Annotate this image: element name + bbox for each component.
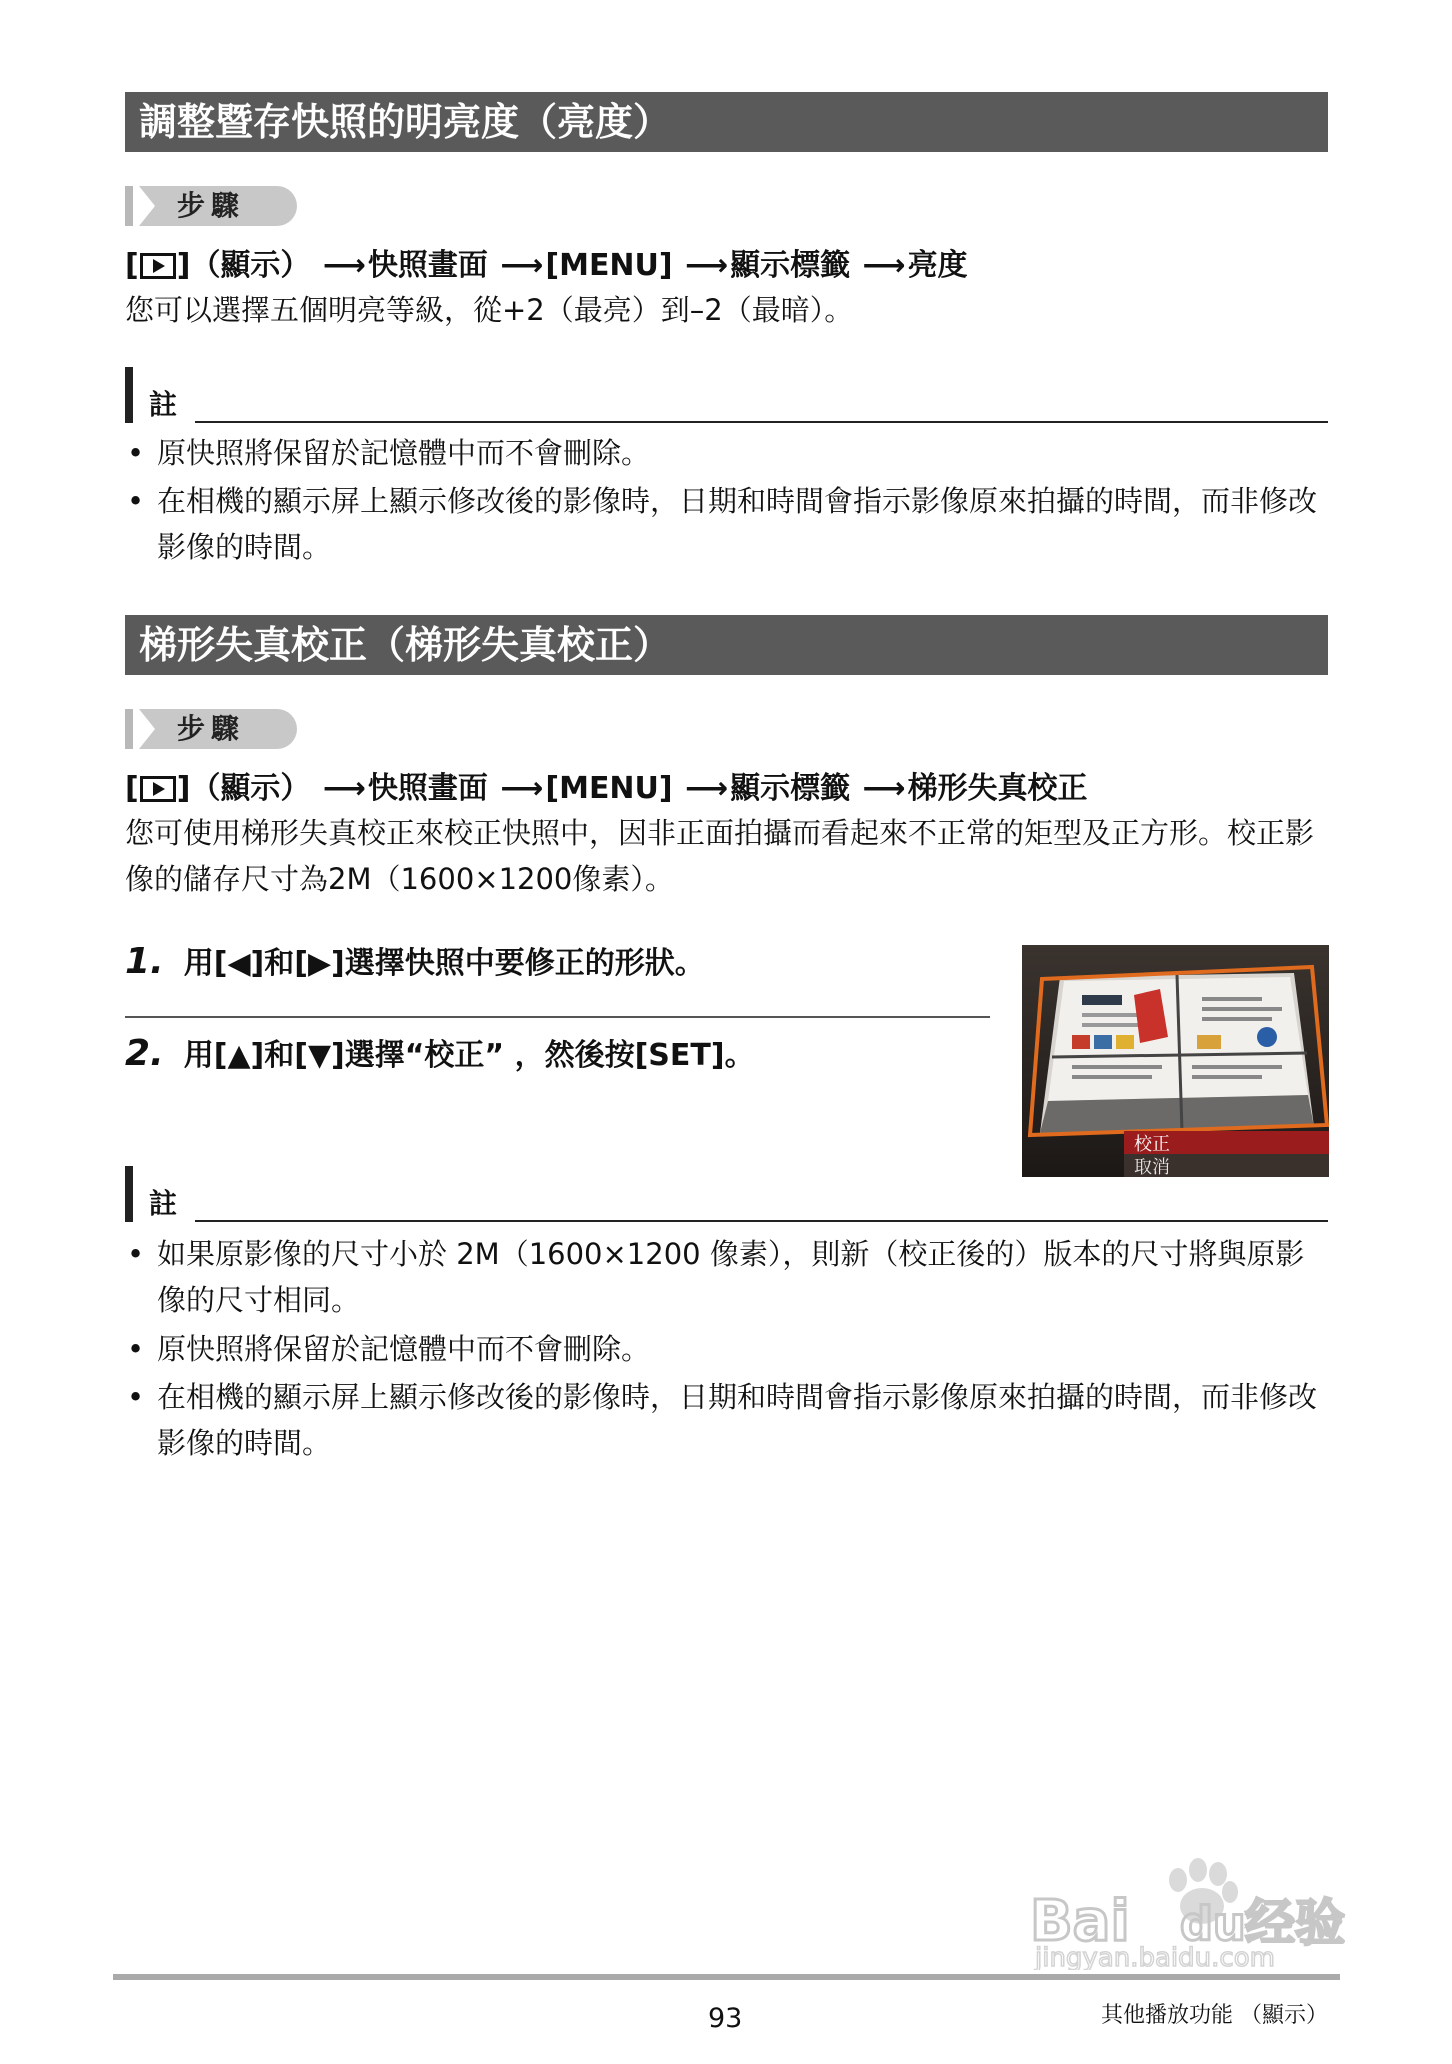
play-icon	[140, 253, 176, 279]
arrow-right-icon: ⟶	[862, 248, 906, 283]
arrow-right-icon: ⟶	[685, 771, 729, 806]
note-label: 註	[149, 388, 178, 421]
watermark-suffix: 经验	[1245, 1894, 1345, 1952]
chapter-label: 其他播放功能 （顯示）	[1101, 2003, 1328, 2028]
menu-option-correct: 校正	[1134, 1134, 1170, 1155]
arrow-right-icon: ⟶	[500, 771, 544, 806]
note-item: • 如果原影像的尺寸小於 2M（1600×1200 像素），則新（校正後的）版本的尺寸將與原影像的尺寸相同。	[127, 1237, 1305, 1317]
step-2: 2. 用[▲]和[▼]選擇“校正” ，然後按[SET]。	[125, 1033, 755, 1074]
arrow-right-icon: ⟶	[322, 771, 366, 806]
note-header	[125, 1166, 1328, 1222]
step-divider	[125, 1016, 990, 1018]
keystone-description: 您可使用梯形失真校正來校正快照中，因非正面拍攝而看起來不正常的矩型及正方形。校正影像的儲存尺寸為2M（1600×1200像素）。	[125, 816, 1315, 896]
note-item: • 在相機的顯示屏上顯示修改後的影像時，日期和時間會指示影像原來拍攝的時間，而非修改影像的時間。	[127, 1380, 1318, 1460]
step-1: 1. 用[◀]和[▶]選擇快照中要修正的形狀。	[125, 941, 705, 982]
note-label: 註	[149, 1187, 178, 1220]
steps-label: 步驟	[177, 712, 246, 745]
arrow-right-icon: ⟶	[685, 248, 729, 283]
camera-screen-image	[1022, 945, 1329, 1177]
note-header	[125, 367, 1328, 423]
brightness-description: 您可以選擇五個明亮等級，從+2（最亮）到–2（最暗）。	[125, 293, 854, 327]
steps-label: 步驟	[177, 189, 246, 222]
note-item: • 在相機的顯示屏上顯示修改後的影像時，日期和時間會指示影像原來拍攝的時間，而非修改影像的時間。	[127, 484, 1318, 564]
section-title-brightness: 調整暨存快照的明亮度（亮度）	[125, 92, 1328, 152]
menu-option-cancel: 取消	[1134, 1157, 1170, 1177]
baidu-watermark	[1030, 1840, 1370, 1970]
steps-badge	[125, 186, 297, 226]
watermark-url: jingyan.baidu.com	[1035, 1943, 1275, 1970]
watermark-brand-du: du	[1180, 1897, 1246, 1951]
arrow-right-icon: ⟶	[322, 248, 366, 283]
arrow-right-icon: ⟶	[500, 248, 544, 283]
arrow-right-icon: ⟶	[862, 771, 906, 806]
watermark-brand: Bai	[1030, 1889, 1130, 1954]
note-item: • 原快照將保留於記憶體中而不會刪除。	[127, 436, 651, 470]
play-icon	[140, 776, 176, 802]
footer-rule	[113, 1974, 1340, 1980]
section-title-keystone: 梯形失真校正（梯形失真校正）	[125, 615, 1328, 675]
page-number: 93	[708, 2003, 743, 2034]
steps-badge	[125, 709, 297, 749]
menu-path: [ ]（顯示） ⟶快照畫面 ⟶[MENU] ⟶顯示標籤 ⟶梯形失真校正	[125, 771, 1088, 806]
menu-path: [ ]（顯示） ⟶快照畫面 ⟶[MENU] ⟶顯示標籤 ⟶亮度	[125, 248, 968, 283]
note-item: • 原快照將保留於記憶體中而不會刪除。	[127, 1332, 651, 1366]
